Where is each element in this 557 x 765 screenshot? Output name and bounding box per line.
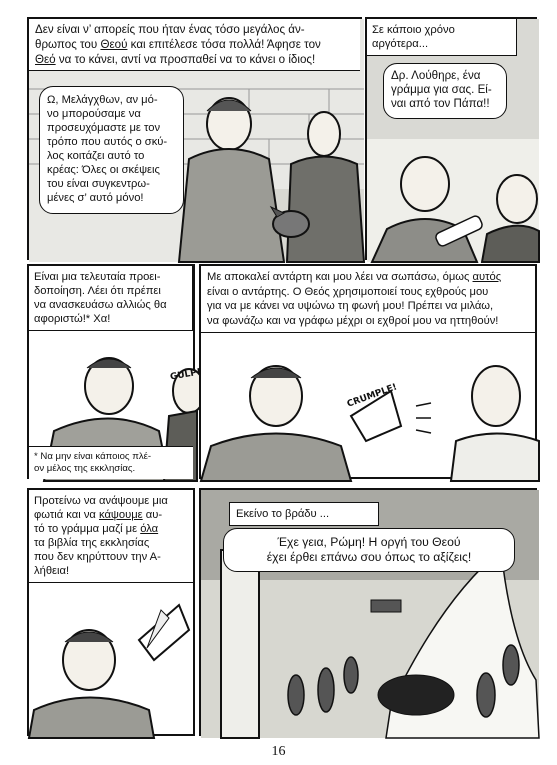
panel-2-speech-balloon: Δρ. Λούθηρε, ένα γράμμα για σας. Εί- ναι από τον Πάπα!! [383, 63, 507, 119]
crumple-sound-effect: CRUMPLE! [345, 382, 399, 410]
panel-6 [199, 488, 537, 736]
panel-6-caption: Εκείνο το βράδυ ... [229, 502, 379, 526]
gulp-sound-effect: GULP! [169, 367, 202, 383]
panel-3-caption: Είναι μια τελευταία προει- δοποίηση. Λέει ότι πρέπει να ανασκευάσω αλλιώς θα αφοριστώ!* Χα! [29, 266, 193, 331]
panel-5-caption: Προτείνω να ανάψουμε μια φωτιά και να κάψουμε αυ- τό το γράμμα μαζί με όλα τα βιβλία της εκκλησίας που δεν κηρύττουν την Α- λήθεια! [29, 490, 193, 583]
panel-2-caption: Σε κάποιο χρόνο αργότερα... [367, 19, 517, 56]
panel-3 [27, 264, 202, 479]
panel-5 [27, 488, 195, 736]
page-number: 16 [271, 744, 286, 759]
panel-1 [27, 17, 362, 260]
panel-2 [365, 17, 537, 260]
panel-6-speech-balloon: Έχε γεια, Ρώμη! Η οργή του Θεού έχει έρθει επάνω σου όπως το αξίζεις! [223, 528, 515, 572]
panel-4 [199, 264, 537, 479]
panel-1-caption: Δεν είναι ν’ απορείς που ήταν ένας τόσο μεγάλος άν- θρωπος του Θεού και επιτέλεσε τόσα πολλά! Άφησε τον Θεό να το κάνει, αντί να προσπαθεί να το κάνει ο ίδιος! [29, 19, 360, 71]
panel-3-footnote: * Να μην είναι κάποιος πλέ- ον μέλος της εκκλησίας. [29, 446, 193, 479]
panel-4-caption: Με αποκαλεί αντάρτη και μου λέει να σωπάσω, όμως αυτός είναι ο αντάρτης. Ο Θεός χρησιμοποιεί τους εχθρούς μου για να με κάνει να υψώνω τη φωνή μου! Πρέπει να μιλάω, να φωνάζω και να γράφω μέχρι οι εχθροί μου να ηττηθούν! [201, 266, 535, 333]
panel-1-speech-balloon: Ω, Μελάγχθων, αν μό- νο μπορούσαμε να προσευχόμαστε με τον τρόπο που αυτός ο σκύ- λος κοιτάζει αυτό το κρέας: Όλες οι σκέψεις του είναι συγκεντρω- μένες σ’ αυτό μόνο! [39, 86, 184, 214]
